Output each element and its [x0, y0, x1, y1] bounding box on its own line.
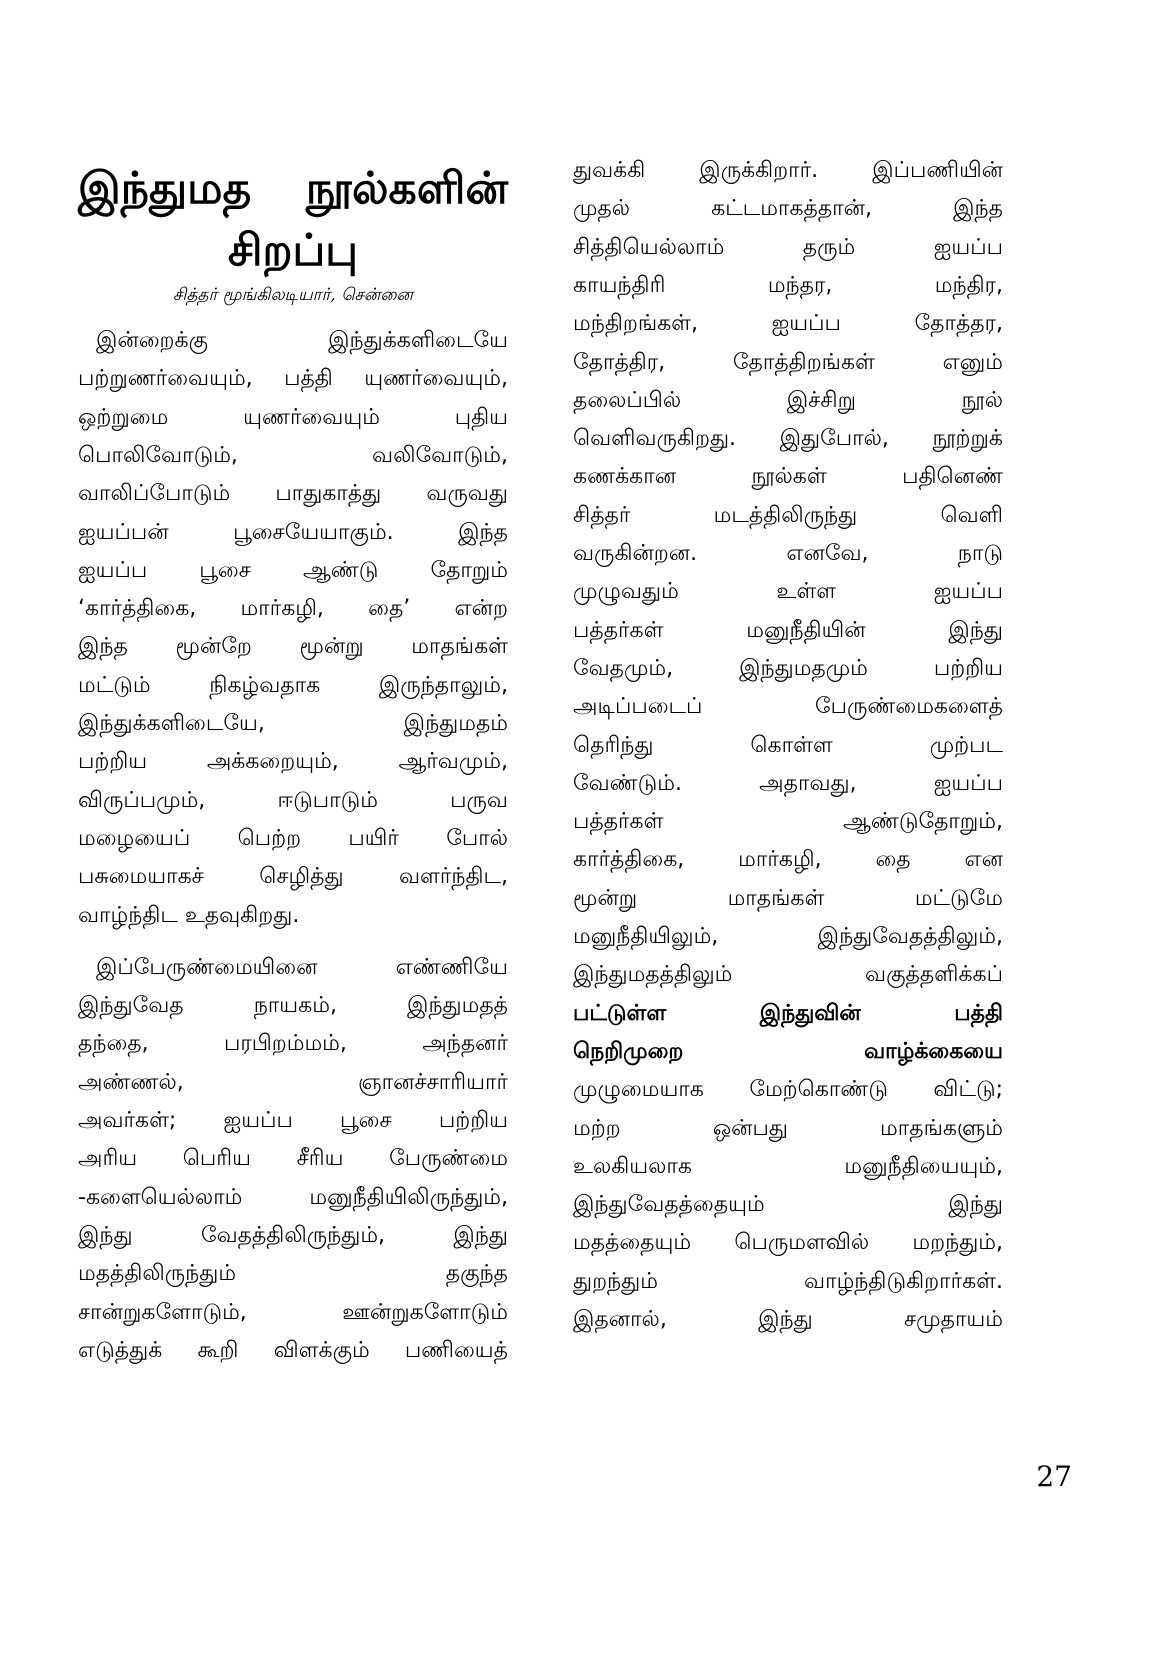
text-line: சித்தியெல்லாம் தரும் ஐயப்ப	[573, 235, 1003, 260]
article-title	[78, 158, 508, 282]
text-line: முதல் கட்டமாகத்தான், இந்த	[573, 196, 1003, 221]
text-line: துறந்தும் வாழ்ந்திடுகிறார்கள்.	[573, 1269, 1003, 1294]
text-line: மதத்தையும் பெருமளவில் மறந்தும்,	[573, 1230, 1003, 1255]
text-line: அண்ணல், ஞானச்சாரியார்	[78, 1070, 508, 1095]
text-line: வருகின்றன. எனவே, நாடு	[573, 541, 1003, 566]
title-line-2: சிறப்பு	[228, 225, 358, 276]
text-line: ஐயப்பன் பூசையேயாகும். இந்த	[78, 520, 508, 545]
text-line: தந்தை, பரபிறம்மம், அந்தனர்	[78, 1031, 508, 1056]
text-line: அரிய பெரிய சீரிய பேருண்மை	[78, 1146, 508, 1171]
text-line: இந்து வேதத்திலிருந்தும், இந்து	[78, 1223, 508, 1248]
text-line: மழையைப் பெற்ற பயிர் போல்	[78, 826, 508, 851]
text-line: மட்டும் நிகழ்வதாக இருந்தாலும்,	[78, 673, 508, 698]
text-line: கார்த்திகை, மார்கழி, தை என	[573, 847, 1003, 872]
text-line: சான்றுகளோடும், ஊன்றுகளோடும்	[78, 1300, 508, 1325]
text-line: பத்தர்கள் மனுநீதியின் இந்து	[573, 618, 1003, 643]
text-line: வாலிப்போடும் பாதுகாத்து வருவது	[78, 481, 508, 506]
text-line: இன்றைக்கு இந்துக்களிடையே	[96, 328, 508, 353]
text-line: மூன்று மாதங்கள் மட்டுமே	[573, 886, 1003, 911]
text-line: அடிப்படைப் பேருண்மைகளைத்	[573, 694, 1003, 719]
text-line: பற்றுணர்வையும், பத்தி யுணர்வையும்,	[78, 366, 508, 391]
text-line: அவர்கள்; ஐயப்ப பூசை பற்றிய	[78, 1108, 508, 1133]
text-line: வாழ்ந்திட உதவுகிறது.	[78, 903, 300, 928]
text-line: சித்தர் மடத்திலிருந்து வெளி	[573, 503, 1003, 528]
text-line: துவக்கி இருக்கிறார். இப்பணியின்	[573, 158, 1003, 183]
author-byline: சித்தர் மூங்கிலடியார், சென்னை	[173, 285, 413, 305]
text-line: ‘கார்த்திகை, மார்கழி, தை’ என்ற	[78, 596, 508, 621]
text-line: பட்டுள்ள இந்துவின் பத்தி	[573, 1001, 1003, 1026]
title-word-2: நூல்களின்	[305, 163, 508, 214]
text-line: -களையெல்லாம் மனுநீதியிலிருந்தும்,	[78, 1185, 508, 1210]
text-line: வெளிவருகிறது. இதுபோல், நூற்றுக்	[573, 426, 1003, 451]
text-line: மற்ற ஒன்பது மாதங்களும்	[573, 1116, 1003, 1141]
text-line: முழுமையாக மேற்கொண்டு விட்டு;	[573, 1077, 1003, 1102]
text-line: இந்துமதத்திலும் வகுத்தளிக்கப்	[573, 962, 1003, 987]
title-word-1: இந்துமத	[78, 163, 252, 214]
text-line: வேண்டும். அதாவது, ஐயப்ப	[573, 771, 1003, 796]
text-line: இந்துக்களிடையே, இந்துமதம்	[78, 711, 508, 736]
text-line: உலகியலாக மனுநீதியையும்,	[573, 1154, 1003, 1179]
text-line: தெரிந்து கொள்ள முற்பட	[573, 733, 1003, 758]
text-line: விருப்பமும், ஈடுபாடும் பருவ	[78, 788, 508, 813]
text-line: ஐயப்ப பூசை ஆண்டு தோறும்	[78, 558, 508, 583]
text-line: எடுத்துக் கூறி விளக்கும் பணியைத்	[78, 1338, 508, 1363]
text-line: இந்துவேதத்தையும் இந்து	[573, 1192, 1003, 1217]
text-line: பொலிவோடும், வலிவோடும்,	[78, 443, 508, 468]
text-line: பத்தர்கள் ஆண்டுதோறும்,	[573, 809, 1003, 834]
page-number: 27	[1036, 1460, 1072, 1493]
text-line: பசுமையாகச் செழித்து வளர்ந்திட,	[78, 864, 508, 889]
text-line: மனுநீதியிலும், இந்துவேதத்திலும்,	[573, 924, 1003, 949]
text-line: இந்துவேத நாயகம், இந்துமதத்	[78, 993, 508, 1018]
text-line: மதத்திலிருந்தும் தகுந்த	[78, 1261, 508, 1286]
text-line: காயந்திரி மந்தர, மந்திர,	[573, 273, 1003, 298]
text-line: இதனால், இந்து சமுதாயம்	[573, 1307, 1003, 1332]
text-line: தலைப்பில் இச்சிறு நூல்	[573, 388, 1003, 413]
text-line: வேதமும், இந்துமதமும் பற்றிய	[573, 656, 1003, 681]
text-line: இந்த மூன்றே மூன்று மாதங்கள்	[78, 634, 508, 659]
text-line: கணக்கான நூல்கள் பதினெண்	[573, 464, 1003, 489]
text-line: ஒற்றுமை யுணர்வையும் புதிய	[78, 405, 508, 430]
text-line: முழுவதும் உள்ள ஐயப்ப	[573, 579, 1003, 604]
text-line: தோத்திர, தோத்திறங்கள் எனும்	[573, 350, 1003, 375]
text-line: மந்திறங்கள், ஐயப்ப தோத்தர,	[573, 311, 1003, 336]
text-line: இப்பேருண்மையினை எண்ணியே	[96, 955, 508, 980]
text-line: நெறிமுறை வாழ்க்கையை	[573, 1039, 1003, 1064]
text-line: பற்றிய அக்கறையும், ஆர்வமும்,	[78, 749, 508, 774]
